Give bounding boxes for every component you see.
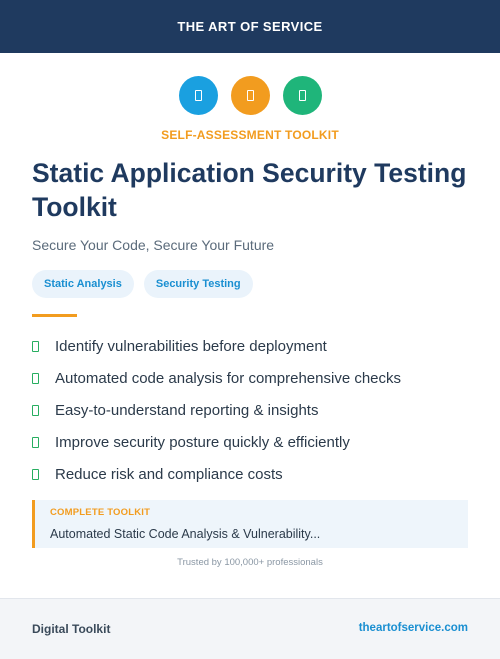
footer [0,598,500,659]
check-icon [32,373,39,384]
toolkit-kicker: SELF-ASSESSMENT TOOLKIT [161,128,339,142]
top-banner [0,0,500,53]
feature-item [32,426,472,458]
feature-item [32,362,472,394]
tag-security-testing: Security Testing [144,270,253,298]
check-icon [32,341,39,352]
tag-list [32,270,253,298]
website-link[interactable]: theartofservice.com [358,622,468,634]
check-icon [32,405,39,416]
subtitle: Secure Your Code, Secure Your Future [32,237,275,253]
feature-item [32,394,472,426]
complete-toolkit-callout [32,500,468,548]
feature-item [32,458,472,490]
feature-text: Reduce risk and compliance costs [55,465,283,483]
page-title: Static Application Security Testing Toolkit [32,158,467,222]
feature-text: Easy-to-understand reporting & insights [55,401,319,419]
tag-static-analysis: Static Analysis [32,270,134,298]
feature-list [32,330,472,490]
check-icon [32,437,39,448]
feature-text: Automated code analysis for comprehensive checks [55,369,402,387]
check-icon [32,469,39,480]
chart-icon [283,76,322,115]
trust-note: Trusted by 100,000+ professionals [177,557,323,568]
document-icon [231,76,270,115]
icon-row [0,76,500,115]
brand-name: THE ART OF SERVICE [177,19,323,34]
feature-text: Improve security posture quickly & efficiently [55,433,350,451]
callout-label: COMPLETE TOOLKIT [50,507,151,518]
feature-item [32,330,472,362]
footer-label: Digital Toolkit [32,622,111,636]
accent-divider [32,314,77,317]
callout-text: Automated Static Code Analysis & Vulnerability... [50,527,321,541]
feature-text: Identify vulnerabilities before deployment [55,337,327,355]
shield-icon [179,76,218,115]
